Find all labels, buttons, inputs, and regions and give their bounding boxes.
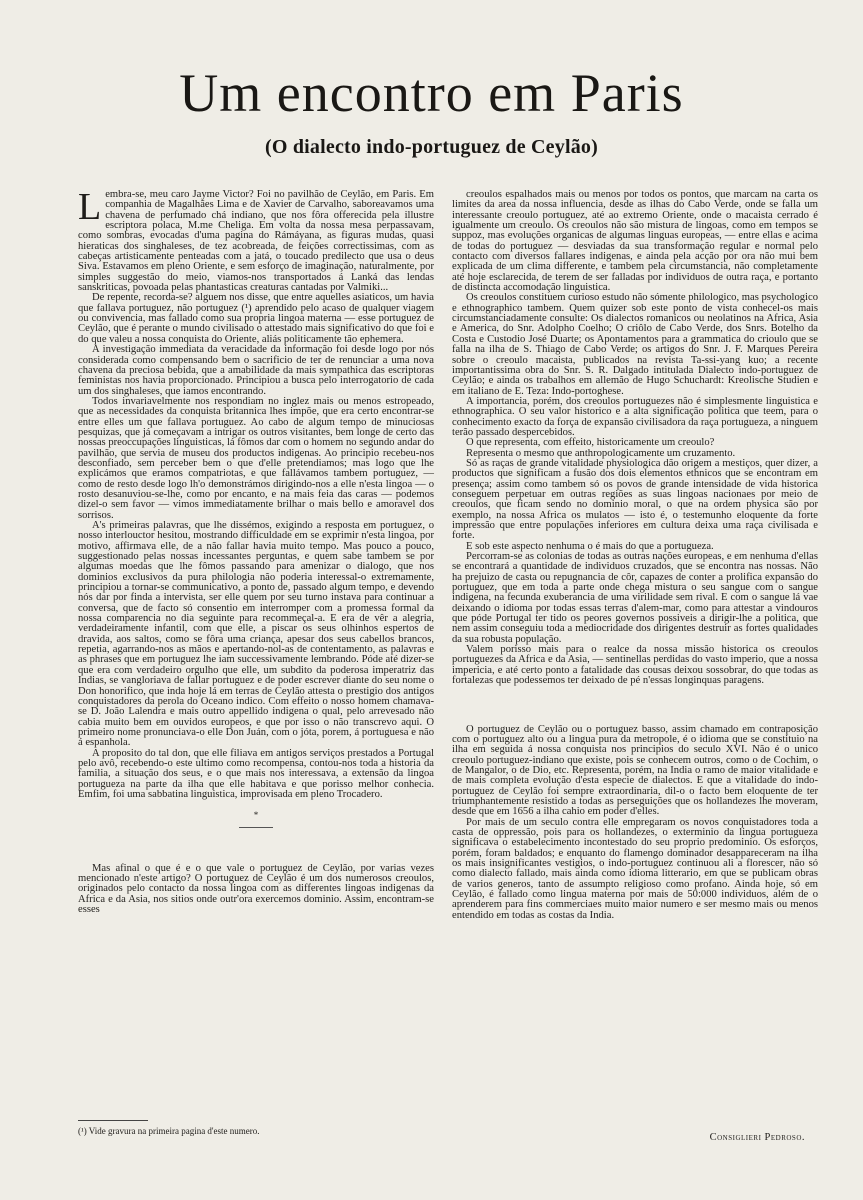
paragraph: O que representa, com effeito, historicamente um creoulo? <box>466 437 715 449</box>
paragraph: A proposito do tal don, que elle filiava em antigos serviços prestados a Portugal pelo avô, recebendo-o este ultimo como recompensa, contou-nos toda a historia da familia, a situação dos seus, e o que mais nos interessava, a extensão da lingoa portugueza na parte da ilha que elle habitava e que porisso melhor conhecia. Emfim, foi uma sabbatina linguistica, improvisada em pleno Trocadero. <box>78 747 434 800</box>
paragraph: Os creoulos constituem curioso estudo não sómente philologico, mas psychologico e ethnographico tambem. Quem quizer sob este ponto de vista conhecel-os mais circumstanciadamente consulte: Os dialectos romanicos ou neolatinos na Africa, Asia e America, do Snr. Adolpho Coelho; O criôlo de Cabo Verde, dos Snrs. Botelho da Costa e Custodio José Duarte; os Apontamentos para a grammatica do crioulo que se falla na ilha de S. Thiago de Cabo Verde; os artigos do Snr. J. F. Marques Pereira sobre o creoulo macaista, publicados na revista Ta-ssi-yang kuo; a recente importantissima obra do Snr. S. R. Dalgado intitulada Dialecto indo-portuguez de Ceylão; e ainda os trabalhos em allemão de Hugo Schuchardt: Kreolische Studien e em italiano de E. Teza: Indo-portoghese. <box>452 292 818 397</box>
footnote-rule <box>78 1120 148 1121</box>
section-gap <box>452 687 818 725</box>
paragraph: Por mais de um seculo contra elle empregaram os novos conquistadores toda a casta de oppressão, pois para os hollandezes, o exterminio da lingua portugueza significava o estabelecimento incontestado do seu proprio predominio. Os esforços, porém, foram baldados; e enquanto do flamengo dominador desappareceram na ilha os mais insignificantes vestigios, o indo-portuguez continuou ali a florescer, não só como dialecto fallado, mais ainda como idioma litterario, em que se publicam obras de varios generos, tanto de assumpto religioso como profano. Ainda hoje, só em Ceylão, é fallado como lingua materna por mais de 50:000 individuos, além de o aprenderem para fins commerciaes muito maior numero e ser mesmo mais ou menos entendido em todas as costas da India. <box>452 816 818 921</box>
author-signature: Consiglieri Pedroso. <box>709 1132 805 1143</box>
section-separator <box>78 810 434 827</box>
paragraph: A's primeiras palavras, que lhe dissémos, exigindo a resposta em portuguez, o nosso interlouctor hesitou, mostrando difficuldade em se exprimir n'esta lingoa, por motivo, affirmava elle, de a não fallar havia muito tempo. Mas pouco a pouco, suggestionado pelas nossas incessantes perguntas, e quem sabe tambem se por algumas moedas que lhe fômos passando para amenizar o dialogo, que nos dominios exclusivos da pura philologia não poderia interessal-o extremamente, principiou a tornar-se communicativo, a ponto de, passado algum tempo, e devendo nós dar por finda a intervista, ser elle quem por seu turno instava para continuar a conversa, que de facto só consentio em interromper com a promessa formal da nossa comparencia no dia seguinte para recommeçal-a. E era de vêr a alegria, verdadeiramente infantil, com que elle, a piscar os seus olhinhos espertos de dravida, aos saltos, como se fôra uma criança, apesar dos seus cabellos brancos, repetia, agarrando-nos as mãos e apertando-nol-as de contentamento, as palavras e as phrases que em portuguez lhe iam successivamente lembrando. Póde até dizer-se que era com verdadeiro orgulho que elle, um subdito da poderosa imperatriz das Indias, se vangloriava de fallar portuguez e de poder escrever diante do seu nome o Don honorifico, que inda hoje lá em terras de Ceylão attesta o prestigio dos antigos conquistadores da perola do Oceano indico. Com effeito o nosso homem chamava-se D. João Lalendra e mais outro appellido indigena o qual, pelo arrevesado não cabia muito bem em ouvidos europeos, e que por isso o não transcrevo aqui. O primeiro nome pronunciava-o elle Don Juán, com o jóta, porem, á portuguesa e não á espanhola. <box>78 520 434 749</box>
left-column <box>78 186 434 915</box>
article-title: Um encontro em Paris <box>179 63 684 123</box>
paragraph: Percorram-se as colonias de todas as outras nações europeas, e em nenhuma d'ellas se encontrará a quantidade de individuos cruzados, que se encontra nas nossas. Não ha prejuizo de casta ou repugnancia de côr, capazes de conter a prolifica expansão do portuguez, que em toda a parte onde chega mistura o seu sangue com o sangue indigena, na fecunda exuberancia de uma virilidade sem rival. E com o sangue lá vae deixando o idioma por todas essas terras d'alem-mar, como para attestar a vindouros que póde Portugal ter tido os peores governos possiveis a dirigir-lhe a politica, que nem assim conseguiu toda a mediocridade dos dirigentes destruir as fortes qualidades da sua robusta população. <box>452 551 818 645</box>
article-subtitle: (O dialecto indo-portuguez de Ceylão) <box>265 136 598 158</box>
footnote: (¹) Vide gravura na primeira pagina d'este numero. <box>78 1126 260 1136</box>
paragraph: Mas afinal o que é e o que vale o portuguez de Ceylão, por varias vezes mencionado n'este artigo? O portuguez de Ceylão é um dos numerosos creoulos, originados pelo contacto da nossa lingoa com as differentes lingoas indigenas da Africa e da Asia, nos sitios onde outr'ora exercemos dominio. Assim, encontram-se esses <box>78 862 434 915</box>
paragraph: Valem porisso mais para o realce da nossa missão historica os creoulos portuguezes da Africa e da Asia, — sentinellas perdidas do vasto imperio, que a nossa impericia, e até certo ponto a fatalidade das cousas deixou sossobrar, do que todas as fortalezas que podessemos ter deixado de pé n'essas longinquas paragens. <box>452 644 818 687</box>
right-column <box>452 190 818 921</box>
paragraph: A importancia, porém, dos creoulos portuguezes não é simplesmente linguistica e ethnographica. O seu valor historico e a alta significação politica que teem, para o conhecimento exacto da força de expansão civilisadora da raça portugueza, a ninguem terão passado despercebidos. <box>452 395 818 438</box>
paragraph: Todos invariavelmente nos respondiam no inglez mais ou menos estropeado, que as necessidades da conquista britannica lhes impõe, que era certo encontrar-se entre elles um que fallava portuguez. Ao cabo de algum tempo de minuciosas pesquizas, que já começavam a intrigar os outros visitantes, bem longe de certo das nossas preoccupações linguisticas, lá fômos dar com o homem no segundo andar do pavilhão, que servia de museu dos productos indigenas. Ao principio recebeu-nos desconfiado, sem perceber bem o que d'elle pretendiamos; mas logo que lhe explicámos que eramos compatriotas, e que fallávamos tambem portuguez, — como de resto desde logo lh'o demonstrámos dirigindo-nos a elle n'esta lingoa — o rosto desanuviou-se-lhe, como por encanto, e na mais feia das caras — podemos dizel-o sem favor — vimos immediatamente brilhar o mais bello e amoravel dos sorrisos. <box>78 395 434 521</box>
paragraph: A investigação immediata da veracidade da informação foi desde logo por nós considerada como compensando bem o sacrificio de ter de renunciar a uma nova chavena da preciosa bebida, que a amabilidade da mais sympathica das escriptoras feministas nos havia proporcionado. Principiou a busca pelo interrogatorio de cada um dos singhaleses, que iamos encontrando. <box>78 344 434 397</box>
paragraph-text: embra-se, meu caro Jayme Victor? Foi no pavilhão de Ceylão, em Paris. Em companhia de Magalhães Lima e de Xavier de Carvalho, saboreavamos uma chavena de perfumado chá indiano, que nos fôra offerecida pela illustre escriptora polaca, M.me Cheliga. Em volta da nossa mesa perpassavam, como sombras, evocadas d'uma pagina do Rámáyana, as figuras mudas, quasi hieraticas dos singhaleses, de tez acobreada, de feições correctissimas, com as cabeças artisticamente penteadas com a jatá, o toucado predilecto que usa o deus Siva. Estavamos em pleno Oriente, e sem esforço de imaginação, naturalmente, por simples suggestão do meio, viamos-nos transportados á Lanká das lendas sanskriticas, povoada pelas phantasticas creaturas cantadas por Valmiki... <box>78 189 434 294</box>
separator-rule <box>239 827 273 828</box>
paragraph: E sob este aspecto nenhuma o é mais do que a portugueza. <box>466 540 714 552</box>
paragraph: O portuguez de Ceylão ou o portuguez basso, assim chamado em contraposição com o portuguez alto ou a lingua pura da metropole, é o idioma que se constituio na ilha em seguida á nossa conquista nos principios do seculo XVI. Não é o unico creoulo portuguez-indiano que existe, pois se conhecem outros, como o de Cochim, o de Mangalor, o de Dio, etc. Representa, porém, na India o ramo de maior vitalidade e de mais completa evolução d'esta especie de dialectos. E que a vitalidade do indo-portuguez de Ceylão foi sempre extraordinaria, dil-o o facto bem eloquente de ter triumphantemente resistido a todas as perseguições que os hollandezes lhe moveram, desde que em 1656 a ilha cahio em poder d'elles. <box>452 723 818 818</box>
paragraph: Só as raças de grande vitalidade physiologica dão origem a mestiços, quer dizer, a productos que significam a fusão dos dois elementos ethnicos que se encontram em presença; assim como tambem só os povos de grande intensidade de vida historica conseguem perpetuar em outras regiões as suas lingoas nacionaes por meio de creoulos, que ficam sendo no dominio moral, o que na ordem physica são por exemplo, na nossa Africa os mulatos — isto é, o testemunho eloquente da forte impressão que entre populações inferiores em cultura deixa uma raça civilisada e forte. <box>452 457 818 542</box>
paragraph: De repente, recorda-se? alguem nos disse, que entre aquelles asiaticos, um havia que fallava portuguez, não portuguez (¹) aprendido pelo acaso de qualquer viagem ou convivencia, mas fallado como sua propria lingoa materna — esse portuguez de Ceylão, que é perante o mundo civilisado o attestado mais significativo do que foi e do que valeu a nossa conquista do Oriente, aliás politicamente tão ephemera. <box>78 292 434 345</box>
paragraph: Representa o mesmo que anthropologicamente um cruzamento. <box>466 447 736 459</box>
paragraph: creoulos espalhados mais ou menos por todos os pontos, que marcam na carta os limites da area da nossa influencia, desde as ilhas do Cabo Verde, onde se falla um interessante creoulo portuguez, até ao extremo Oriente, onde o macaista cerrado é igualmente um creoulo. Os creoulos não são mistura de lingoas, como em tempos se suppoz, mas evoluções organicas de algumas linguas europeas, — entre ellas e acima de todas do portuguez — desviadas da sua transformação regular e normal pelo contacto com diversos fallares indigenas, e ainda pela acção por ora não mui bem explicada de um clima differente, e tambem pela circumstancia, não completamente até hoje esclarecida, de terem de ser falladas por individuos de outra raça, e portanto de distincta accomodação linguistica. <box>452 189 818 294</box>
paragraph <box>78 186 434 294</box>
drop-cap: L <box>78 186 102 228</box>
separator-glyph: * <box>253 810 259 821</box>
